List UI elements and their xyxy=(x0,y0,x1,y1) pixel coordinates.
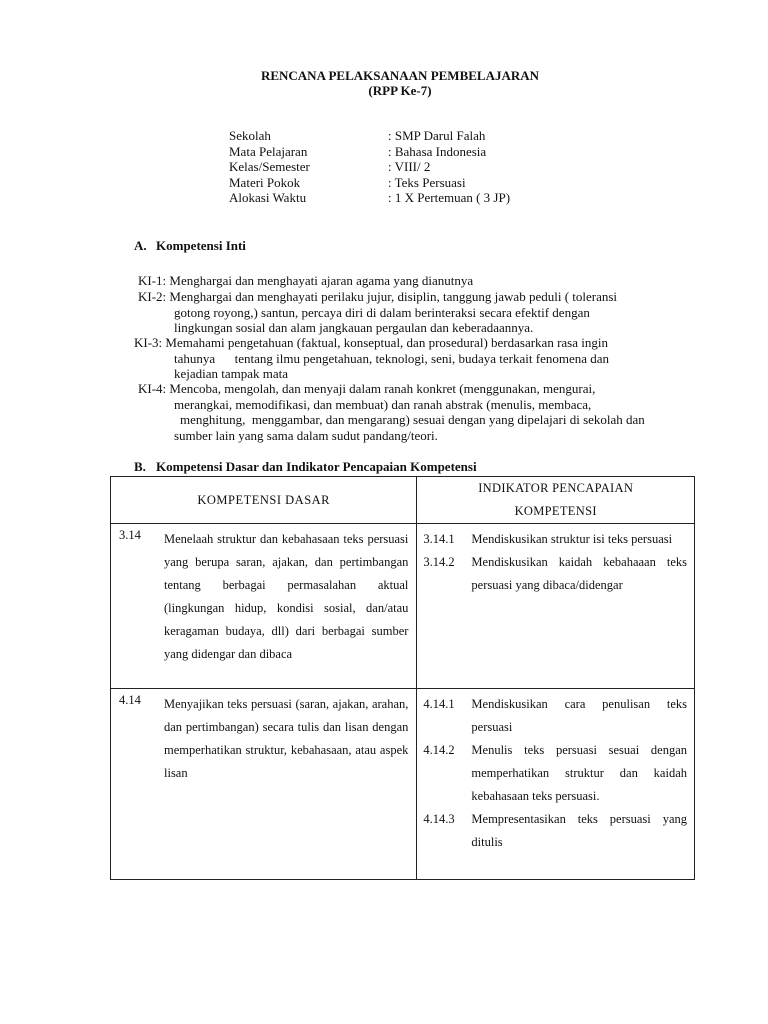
info-row-kelas-semester xyxy=(229,159,510,175)
section-heading-kompetensi-inti xyxy=(134,238,246,254)
indicator-text: Mendiskusikan cara penulisan teks persuasi xyxy=(471,697,687,734)
ki-4-item xyxy=(138,381,645,443)
indicator-cell xyxy=(417,524,695,689)
indicator-item xyxy=(417,551,694,597)
ki-line: KI-1: Menghargai dan menghayati ajaran agama yang dianutnya xyxy=(138,273,474,288)
info-row-sekolah xyxy=(229,128,510,144)
ki-line: KI-4: Mencoba, mengolah, dan menyaji dalam ranah konkret (menggunakan, mengurai, xyxy=(138,381,596,396)
indicator-number: 4.14.2 xyxy=(423,743,455,757)
ki-line: sumber lain yang sama dalam sudut pandang/teori. xyxy=(174,427,438,443)
column-header-line: KOMPETENSI xyxy=(514,504,597,518)
info-value: : VIII/ 2 xyxy=(388,159,431,174)
indicator-text: Mendiskusikan struktur isi teks persuasi xyxy=(471,532,673,546)
ki-line: KI-2: Menghargai dan menghayati perilaku jujur, disiplin, tanggung jawab peduli ( toleransi xyxy=(138,289,618,304)
info-value: : 1 X Pertemuan ( 3 JP) xyxy=(388,190,511,205)
indicator-text: Mendiskusikan kaidah kebahaaan teks persuasi yang dibaca/didengar xyxy=(471,555,687,592)
document-subtitle: (RPP Ke-7) xyxy=(368,83,432,98)
info-row-alokasi-waktu xyxy=(229,190,510,206)
info-row-materi-pokok xyxy=(229,175,510,191)
info-label: Alokasi Waktu xyxy=(229,190,307,205)
ki-3-item xyxy=(134,335,609,382)
section-heading-kompetensi-dasar xyxy=(134,459,477,475)
indicator-item xyxy=(417,808,694,854)
indicator-number: 4.14.1 xyxy=(423,697,455,711)
column-header-line: INDIKATOR PENCAPAIAN xyxy=(478,481,634,495)
indicator-text: Mempresentasikan teks persuasi yang ditulis xyxy=(471,812,687,849)
info-row-mata-pelajaran xyxy=(229,144,510,160)
section-title: Kompetensi Inti xyxy=(156,238,246,253)
info-label: Kelas/Semester xyxy=(229,159,310,174)
table-header-row xyxy=(111,477,695,524)
kd-cell xyxy=(111,524,417,689)
identity-block xyxy=(229,128,510,206)
kd-text: Menyajikan teks persuasi (saran, ajakan, arahan, dan pertimbangan) secara tulis dan lisan dengan memperhatikan struktur, kebahasaan, atau aspek lisan xyxy=(164,697,409,780)
indicator-item xyxy=(417,528,694,551)
ki-line: tahunya tentang ilmu pengetahuan, teknologi, seni, budaya terkait fenomena dan xyxy=(174,350,610,366)
indicator-item xyxy=(417,693,694,739)
ki-line: lingkungan sosial dan alam jangkauan pergaulan dan keberadaannya. xyxy=(174,320,534,335)
kd-number: 4.14 xyxy=(119,693,141,707)
info-value: : Bahasa Indonesia xyxy=(388,143,487,159)
info-label: Mata Pelajaran xyxy=(229,143,308,159)
ki-line: kejadian tampak mata xyxy=(174,366,289,381)
column-header-kompetensi-dasar: KOMPETENSI DASAR xyxy=(111,477,417,524)
info-label: Materi Pokok xyxy=(229,174,301,190)
indicator-number: 4.14.3 xyxy=(423,812,455,826)
indicator-item xyxy=(417,739,694,808)
indicator-text: Menulis teks persuasi sesuai dengan memperhatikan struktur dan kaidah kebahasaan teks persuasi. xyxy=(471,743,687,803)
ki-line: gotong royong,) santun, percaya diri di dalam berinteraksi secara efektif dengan xyxy=(174,304,590,320)
section-letter: B. xyxy=(134,459,146,474)
indicator-number: 3.14.2 xyxy=(423,555,455,569)
section-letter: A. xyxy=(134,238,147,253)
ki-2-item xyxy=(138,289,617,336)
kd-cell xyxy=(111,689,417,880)
ki-1-item xyxy=(138,273,473,289)
indicator-number: 3.14.1 xyxy=(423,532,455,546)
ki-line: KI-3: Memahami pengetahuan (faktual, konseptual, dan prosedural) berdasarkan rasa ingin xyxy=(134,335,608,350)
ki-line: merangkai, memodifikasi, dan membuat) dan ranah abstrak (menulis, membaca, xyxy=(174,396,592,412)
competency-table xyxy=(110,476,695,880)
table-row xyxy=(111,689,695,880)
indicator-cell xyxy=(417,689,695,880)
document-title: RENCANA PELAKSANAAN PEMBELAJARAN xyxy=(260,68,540,83)
kd-text: Menelaah struktur dan kebahasaan teks persuasi yang berupa saran, ajakan, dan pertimbangan tentang berbagai permasalahan aktual (lingkungan hidup, kondisi sosial, dan/atau keragaman budaya, dll) dari berbagai sumber yang didengar dan dibaca xyxy=(164,532,409,661)
ki-line: menghitung, menggambar, dan mengarang) sesuai dengan yang dipelajari di sekolah dan xyxy=(180,412,645,427)
table-row xyxy=(111,524,695,689)
info-value: : SMP Darul Falah xyxy=(388,128,486,143)
kd-number: 3.14 xyxy=(119,528,141,542)
column-header-indikator xyxy=(417,477,695,524)
info-value: : Teks Persuasi xyxy=(388,174,466,190)
info-label: Sekolah xyxy=(229,128,271,143)
section-title: Kompetensi Dasar dan Indikator Pencapaian Kompetensi xyxy=(156,459,477,474)
